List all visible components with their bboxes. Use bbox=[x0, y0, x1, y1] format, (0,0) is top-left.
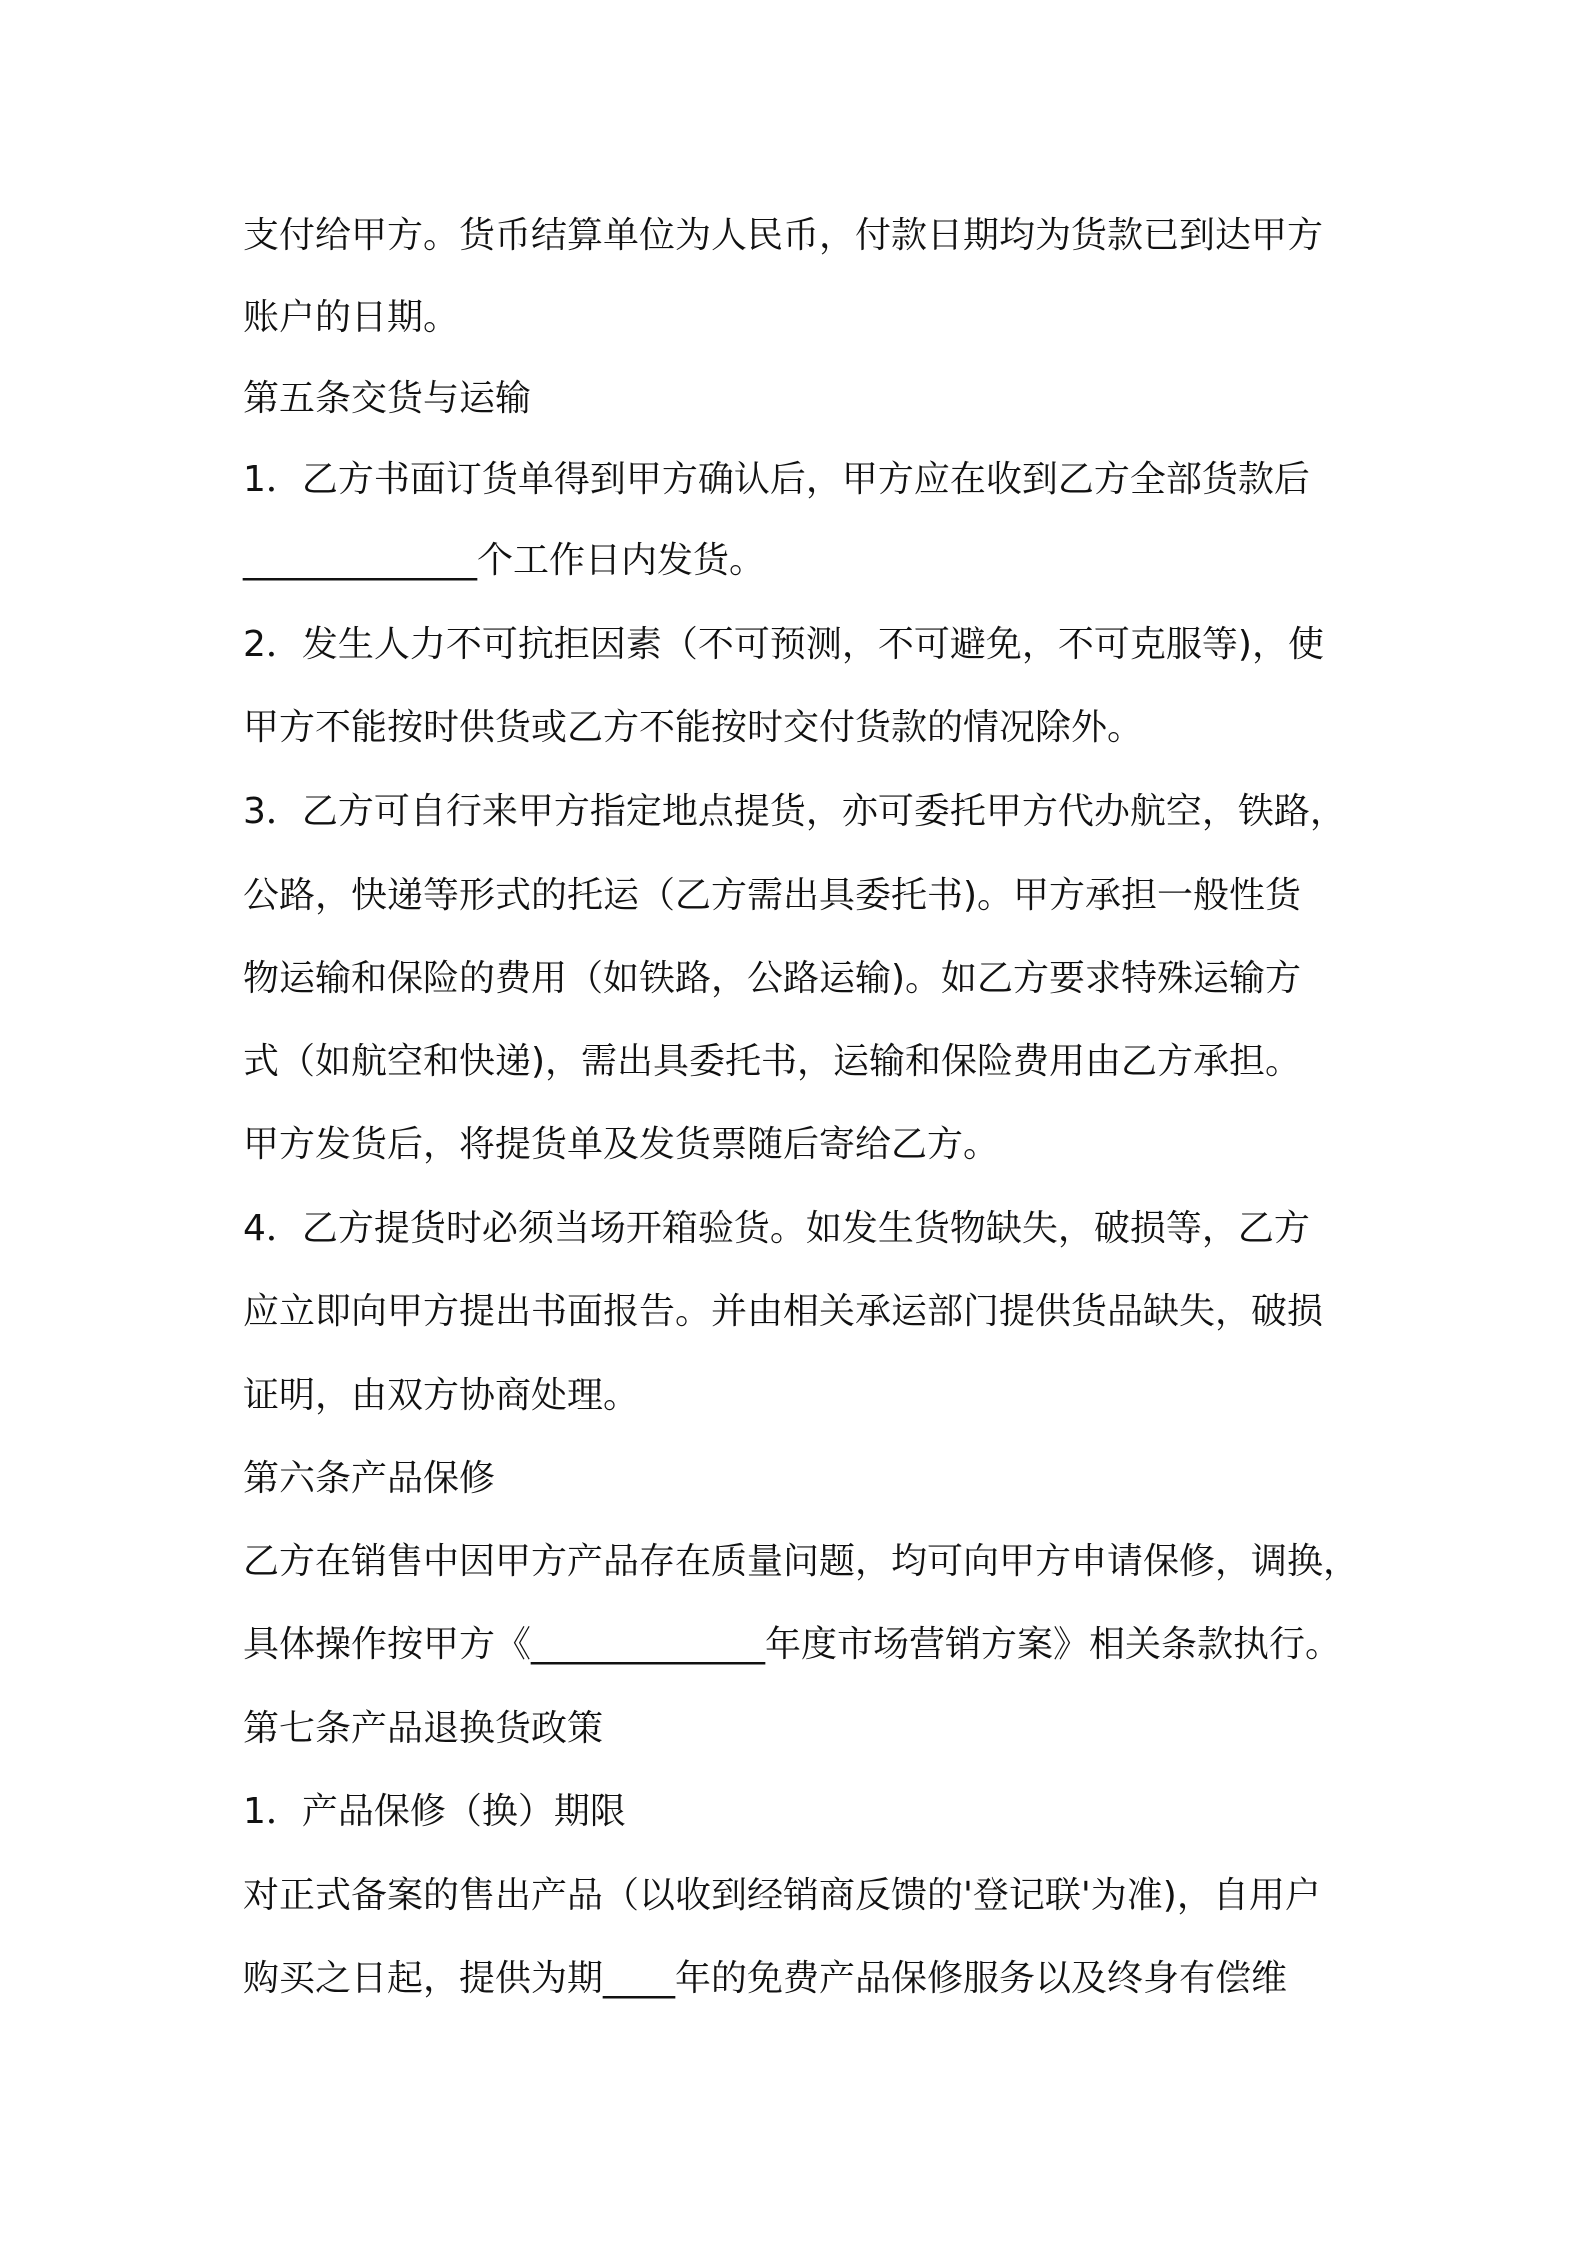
text-line: 式（如航空和快递)，需出具委托书，运输和保险费用由乙方承担。 bbox=[243, 1041, 1302, 1082]
text-line: 支付给甲方。货币结算单位为人民币，付款日期均为货款已到达甲方 bbox=[243, 215, 1324, 256]
text-line: 2．发生人力不可抗拒因素（不可预测，不可避免，不可克服等)，使 bbox=[243, 624, 1324, 665]
text-line: 购买之日起，提供为期____年的免费产品保修服务以及终身有偿维 bbox=[243, 1958, 1288, 1999]
text-line: _____________个工作日内发货。 bbox=[243, 540, 766, 581]
text-line: 甲方不能按时供货或乙方不能按时交付货款的情况除外。 bbox=[243, 707, 1144, 748]
section-heading: 第五条交货与运输 bbox=[243, 378, 532, 419]
text-line: 4．乙方提货时必须当场开箱验货。如发生货物缺失，破损等，乙方 bbox=[243, 1208, 1310, 1249]
text-line: 证明，由双方协商处理。 bbox=[243, 1375, 640, 1416]
text-line: 1．乙方书面订货单得到甲方确认后，甲方应在收到乙方全部货款后 bbox=[243, 459, 1310, 500]
section-heading: 第七条产品退换货政策 bbox=[243, 1708, 604, 1749]
text-line: 乙方在销售中因甲方产品存在质量问题，均可向甲方申请保修，调换， bbox=[243, 1541, 1360, 1582]
text-line: 1．产品保修（换）期限 bbox=[243, 1791, 626, 1832]
text-line: 对正式备案的售出产品（以收到经销商反馈的'登记联'为准)，自用户 bbox=[243, 1875, 1321, 1916]
text-line: 3．乙方可自行来甲方指定地点提货，亦可委托甲方代办航空，铁路， bbox=[243, 791, 1346, 832]
text-line: 公路，快递等形式的托运（乙方需出具委托书)。甲方承担一般性货 bbox=[243, 875, 1302, 916]
text-line: 具体操作按甲方《_____________年度市场营销方案》相关条款执行。 bbox=[243, 1624, 1342, 1665]
section-heading: 第六条产品保修 bbox=[243, 1458, 496, 1499]
text-line: 甲方发货后，将提货单及发货票随后寄给乙方。 bbox=[243, 1124, 1000, 1165]
text-line: 物运输和保险的费用（如铁路，公路运输)。如乙方要求特殊运输方 bbox=[243, 958, 1302, 999]
text-line: 应立即向甲方提出书面报告。并由相关承运部门提供货品缺失，破损 bbox=[243, 1291, 1324, 1332]
text-line: 账户的日期。 bbox=[243, 297, 460, 338]
